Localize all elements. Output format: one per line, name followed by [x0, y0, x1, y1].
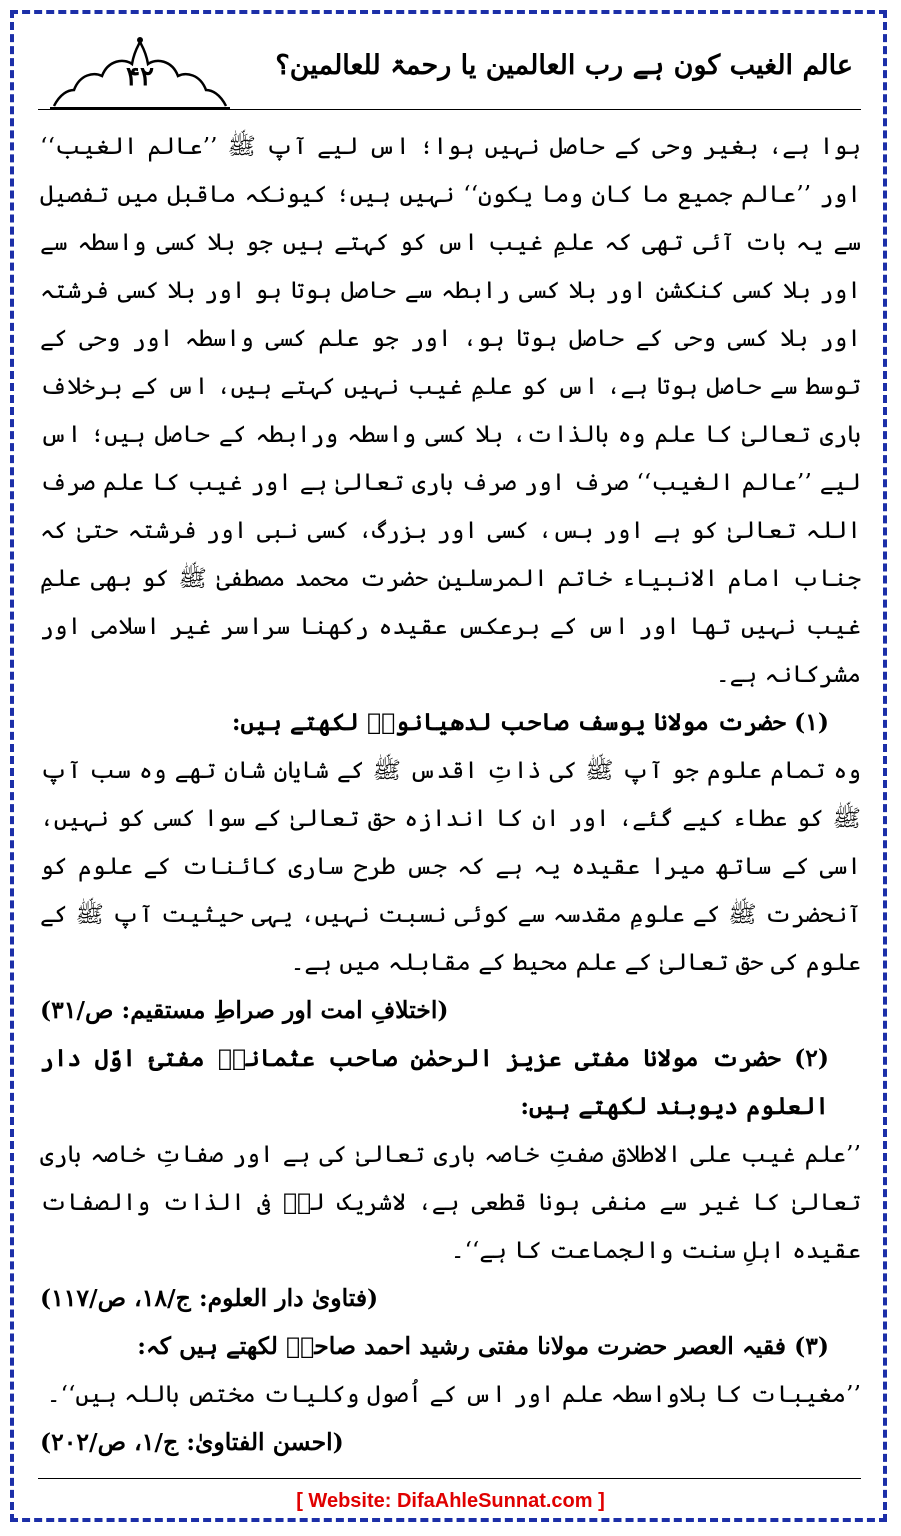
paragraph-intro: ہوا ہے، بغیر وحی کے حاصل نہیں ہوا؛ اس لیے آپ ﷺ ’’عالم الغیب‘‘ اور ’’عالم جمیع ما کان وما یکون‘‘ نہیں ہیں؛ کیونکہ ماقبل میں تفصیل سے یہ بات آئی تھی کہ علمِ غیب اس کو کہتے ہیں جو بلا کسی واسطہ سے اور بلا کسی کنکشن اور بلا کسی رابطہ سے حاصل ہوتا ہو اور بلا کسی فرشتہ اور بلا کسی وحی کے حاصل ہوتا ہو، اور جو علم کسی واسطہ اور وحی کے توسط سے حاصل ہوتا ہے، اس کو علمِ غیب نہیں کہتے ہیں، اس کے برخلاف باری تعالیٰ کا علم وہ بالذات، بلا کسی واسطہ ورابطہ کے حاصل ہیں؛ اس لیے ’’عالم الغیب‘‘ صرف اور صرف باری تعالیٰ ہے اور غیب کا علم صرف اللہ تعالیٰ کو ہے اور بس، کسی اور بزرگ، کسی نبی اور فرشتہ حتیٰ کہ جناب امام الانبیاء خاتم المرسلین حضرت محمد مصطفیٰ ﷺ کو بھی علمِ غیب نہیں تھا اور اس کے برعکس عقیدہ رکھنا سراسر غیر اسلامی اور مشرکانہ ہے۔: [40, 132, 861, 688]
website-link[interactable]: [ Website: DifaAhleSunnat.com ]: [296, 1490, 605, 1512]
page-title: عالم الغیب کون ہے رب العالمین یا رحمۃ للعالمین؟: [275, 50, 853, 81]
quote-heading-2: (۲) حضرت مولانا مفتی عزیز الرحمٰن صاحب عثمانیؒ مفتیٔ اوّل دار العلوم دیوبند لکھتے ہیں:: [40, 1044, 829, 1120]
quote-text-2: ’’علم غیب علی الاطلاق صفتِ خاصہ باری تعالیٰ کی ہے اور صفاتِ خاصہ باری تعالیٰ کا غیر سے منفی ہونا قطعی ہے، لاشریک لہٗ فی الذات والصفات عقیدہ اہلِ سنت والجماعت کا ہے‘‘۔: [40, 1140, 861, 1264]
citation-2-text: (فتاویٰ دار العلوم: ج/۱۸، ص/۱۱۷): [40, 1284, 379, 1312]
page-header: [40, 28, 861, 108]
quote-heading-3: (۳) فقیہ العصر حضرت مولانا مفتی رشید احمد صاحبؒ لکھتے ہیں کہ:: [137, 1332, 829, 1360]
citation-3-text: (احسن الفتاویٰ: ج/۱، ص/۲۰۲): [40, 1428, 344, 1456]
citation-1: [40, 986, 861, 1034]
page-number: ۴۲: [126, 62, 154, 92]
citation-2: [40, 1274, 861, 1322]
citation-1-text: (اختلافِ امت اور صراطِ مستقیم: ص/۳۱): [40, 996, 449, 1024]
quote-text-1: وہ تمام علوم جو آپ ﷺ کی ذاتِ اقدس ﷺ کے شایانِ شان تھے وہ سب آپ ﷺ کو عطاء کیے گئے، اور ان کا اندازہ حق تعالیٰ کے سوا کسی کو نہیں، اسی کے ساتھ میرا عقیدہ یہ ہے کہ جس طرح ساری کائنات کے علوم کو آنحضرت ﷺ کے علومِ مقدسہ سے کوئی نسبت نہیں، یہی حیثیت آپ ﷺ کے علوم کی حق تعالیٰ کے علم محیط کے مقابلہ میں ہے۔: [40, 756, 861, 976]
header-divider: [38, 109, 861, 110]
footer-divider: [38, 1478, 861, 1479]
quote-heading-1: (۱) حضرت مولانا یوسف صاحب لدھیانویؒ لکھتے ہیں:: [231, 708, 829, 736]
page-body: [40, 122, 861, 1466]
quote-text-3: ’’مغیبات کا بلاواسطہ علم اور اس کے اُصول وکلیات مختص باللہ ہیں‘‘۔: [46, 1380, 861, 1408]
citation-3: [40, 1418, 861, 1466]
